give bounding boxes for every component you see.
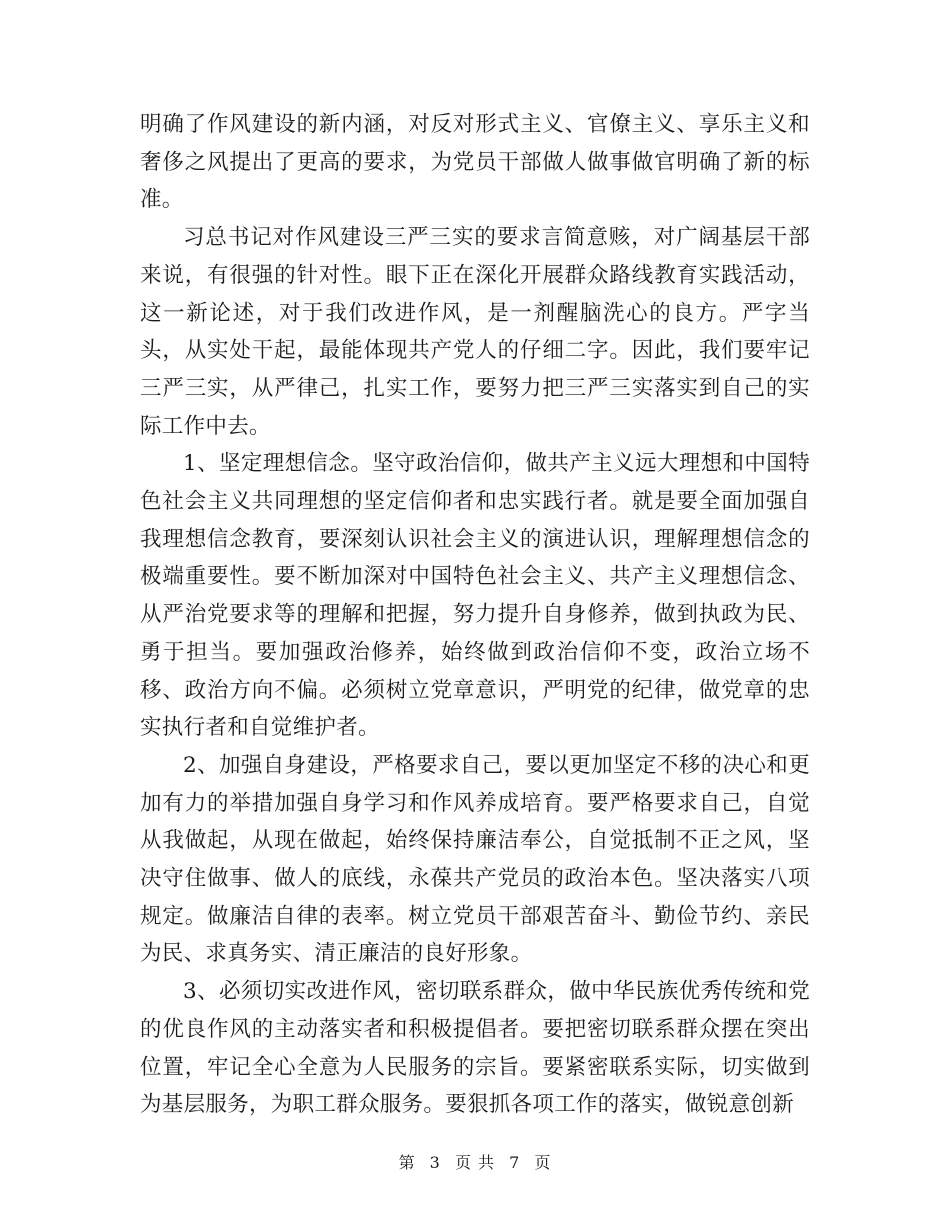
paragraph-point-2: 2、加强自身建设，严格要求自己，要以更加坚定不移的决心和更加有力的举措加强自身学习和作风养成培育。要严格要求自己，自觉从我做起，从现在做起，始终保持廉洁奉公，自觉抵制不正之风，坚决守住做事、做人的底线，永葆共产党员的政治本色。坚决落实八项规定。做廉洁自律的表率。树立党员干部艰苦奋斗、勤俭节约、亲民为民、求真务实、清正廉洁的良好形象。: [140, 752, 810, 967]
footer-current-page: 3: [429, 1153, 441, 1172]
paragraph-continuation: 明确了作风建设的新内涵，对反对形式主义、官僚主义、享乐主义和奢侈之风提出了更高的要求，为党员干部做人做事做官明确了新的标准。: [140, 112, 810, 213]
footer-total-pages: 7: [509, 1153, 521, 1172]
footer-middle: 页 共: [454, 1153, 496, 1172]
paragraph-point-3: 3、必须切实改进作风，密切联系群众，做中华民族优秀传统和党的优良作风的主动落实者和积极提倡者。要把密切联系群众摆在突出位置，牢记全心全意为人民服务的宗旨。要紧密联系实际，切实做到为基层服务，为职工群众服务。要狠抓各项工作的落实，做锐意创新: [140, 979, 810, 1118]
page-footer: [0, 1150, 950, 1173]
footer-suffix: 页: [534, 1153, 552, 1172]
paragraph-point-1: 1、坚定理想信念。坚守政治信仰，做共产主义远大理想和中国特色社会主义共同理想的坚定信仰者和忠实践行者。就是要全面加强自我理想信念教育，要深刻认识社会主义的演进认识，理解理想信念的极端重要性。要不断加深对中国特色社会主义、共产主义理想信念、从严治党要求等的理解和把握，努力提升自身修养，做到执政为民、勇于担当。要加强政治修养，始终做到政治信仰不变，政治立场不移、政治方向不偏。必须树立党章意识，严明党的纪律，做党章的忠实执行者和自觉维护者。: [140, 451, 810, 741]
document-body: [140, 106, 810, 1124]
footer-prefix: 第: [398, 1153, 416, 1172]
paragraph-intro: 习总书记对作风建设三严三实的要求言简意赅，对广阔基层干部来说，有很强的针对性。眼下正在深化开展群众路线教育实践活动，这一新论述，对于我们改进作风，是一剂醒脑洗心的良方。严字当头，从实处干起，最能体现共产党人的仔细二字。因此，我们要牢记三严三实，从严律己，扎实工作，要努力把三严三实落实到自己的实际工作中去。: [140, 225, 810, 439]
